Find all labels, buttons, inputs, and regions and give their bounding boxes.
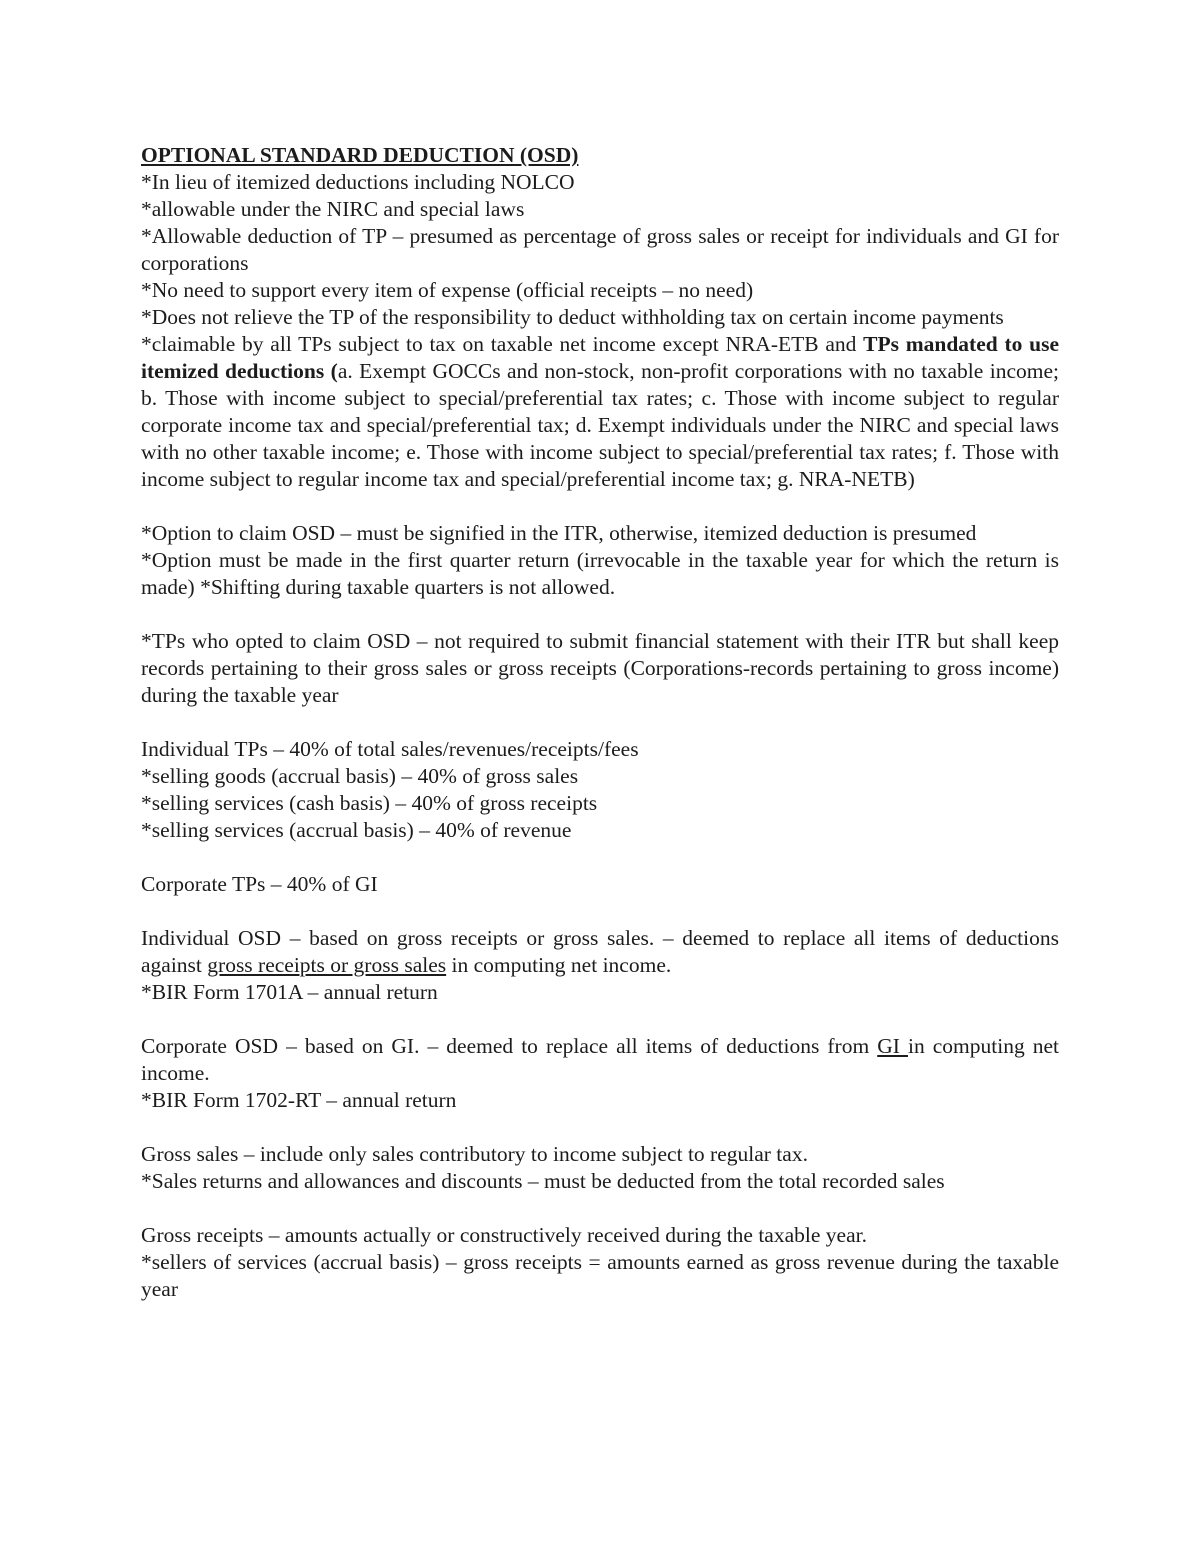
document-page bbox=[141, 142, 1059, 1303]
paragraph: *selling goods (accrual basis) – 40% of gross sales bbox=[141, 764, 579, 788]
spacer bbox=[141, 1195, 1059, 1222]
paragraph: *Option must be made in the first quarter return (irrevocable in the taxable year for which the return is made) *Shifting during taxable quarters is not allowed. bbox=[141, 548, 1059, 599]
paragraph: *allowable under the NIRC and special laws bbox=[141, 197, 525, 221]
paragraph: *Does not relieve the TP of the responsibility to deduct withholding tax on certain income payments bbox=[141, 305, 1004, 329]
paragraph: Corporate TPs – 40% of GI bbox=[141, 872, 378, 896]
spacer bbox=[141, 1114, 1059, 1141]
paragraph: *No need to support every item of expense (official receipts – no need) bbox=[141, 278, 754, 302]
text-run: Corporate OSD – based on GI. – deemed to replace all items of deductions from bbox=[141, 1034, 878, 1058]
paragraph: *selling services (cash basis) – 40% of gross receipts bbox=[141, 791, 598, 815]
bold-text: TPs mandated to use itemized deductions ( bbox=[141, 332, 1059, 383]
spacer bbox=[141, 1006, 1059, 1033]
paragraph: *Option to claim OSD – must be signified in the ITR, otherwise, itemized deduction is presumed bbox=[141, 521, 977, 545]
spacer bbox=[141, 898, 1059, 925]
paragraph: *BIR Form 1702-RT – annual return bbox=[141, 1088, 457, 1112]
text-run: in computing net income. bbox=[141, 1034, 1060, 1085]
text-run: a. Exempt GOCCs and non-stock, non-profit corporations with no taxable income; b. Those with income subject to special/preferential tax rates; c. Those with income subject to regular corporate income tax and special/preferential tax; d. Exempt individuals under the NIRC and special laws with no other taxable income; e. Those with income subject to special/preferential tax rates; f. Those with income subject to regular income tax and special/preferential income tax; g. NRA-NETB) bbox=[141, 359, 1059, 491]
paragraph-individual-osd bbox=[141, 925, 1059, 979]
spacer bbox=[141, 844, 1059, 871]
paragraph: *selling services (accrual basis) – 40% of revenue bbox=[141, 818, 572, 842]
paragraph: *BIR Form 1701A – annual return bbox=[141, 980, 438, 1004]
text-run: *claimable by all TPs subject to tax on taxable net income except NRA-ETB and bbox=[141, 332, 864, 356]
underlined-text: gross receipts or gross sales bbox=[207, 953, 447, 977]
paragraph: *Allowable deduction of TP – presumed as percentage of gross sales or receipt for individuals and GI for corporations bbox=[141, 224, 1059, 275]
paragraph: *Sales returns and allowances and discounts – must be deducted from the total recorded sales bbox=[141, 1169, 945, 1193]
paragraph: *In lieu of itemized deductions including NOLCO bbox=[141, 170, 575, 194]
paragraph: Gross receipts – amounts actually or constructively received during the taxable year. bbox=[141, 1223, 867, 1247]
document-title: OPTIONAL STANDARD DEDUCTION (OSD) bbox=[141, 143, 579, 167]
spacer bbox=[141, 709, 1059, 736]
paragraph-claimable bbox=[141, 331, 1059, 493]
text-run: Individual OSD – based on gross receipts or gross sales. – deemed to replace all items of deductions against bbox=[141, 926, 1059, 977]
paragraph: Individual TPs – 40% of total sales/revenues/receipts/fees bbox=[141, 737, 639, 761]
paragraph: *sellers of services (accrual basis) – gross receipts = amounts earned as gross revenue during the taxable year bbox=[141, 1250, 1059, 1301]
paragraph: *TPs who opted to claim OSD – not required to submit financial statement with their ITR but shall keep records pertaining to their gross sales or gross receipts (Corporations-records pertaining to gross income) during the taxable year bbox=[141, 629, 1059, 707]
paragraph-corporate-osd bbox=[141, 1033, 1059, 1087]
underlined-text: GI bbox=[877, 1034, 908, 1058]
spacer bbox=[141, 493, 1059, 520]
paragraph: Gross sales – include only sales contributory to income subject to regular tax. bbox=[141, 1142, 808, 1166]
spacer bbox=[141, 601, 1059, 628]
text-run: in computing net income. bbox=[446, 953, 672, 977]
